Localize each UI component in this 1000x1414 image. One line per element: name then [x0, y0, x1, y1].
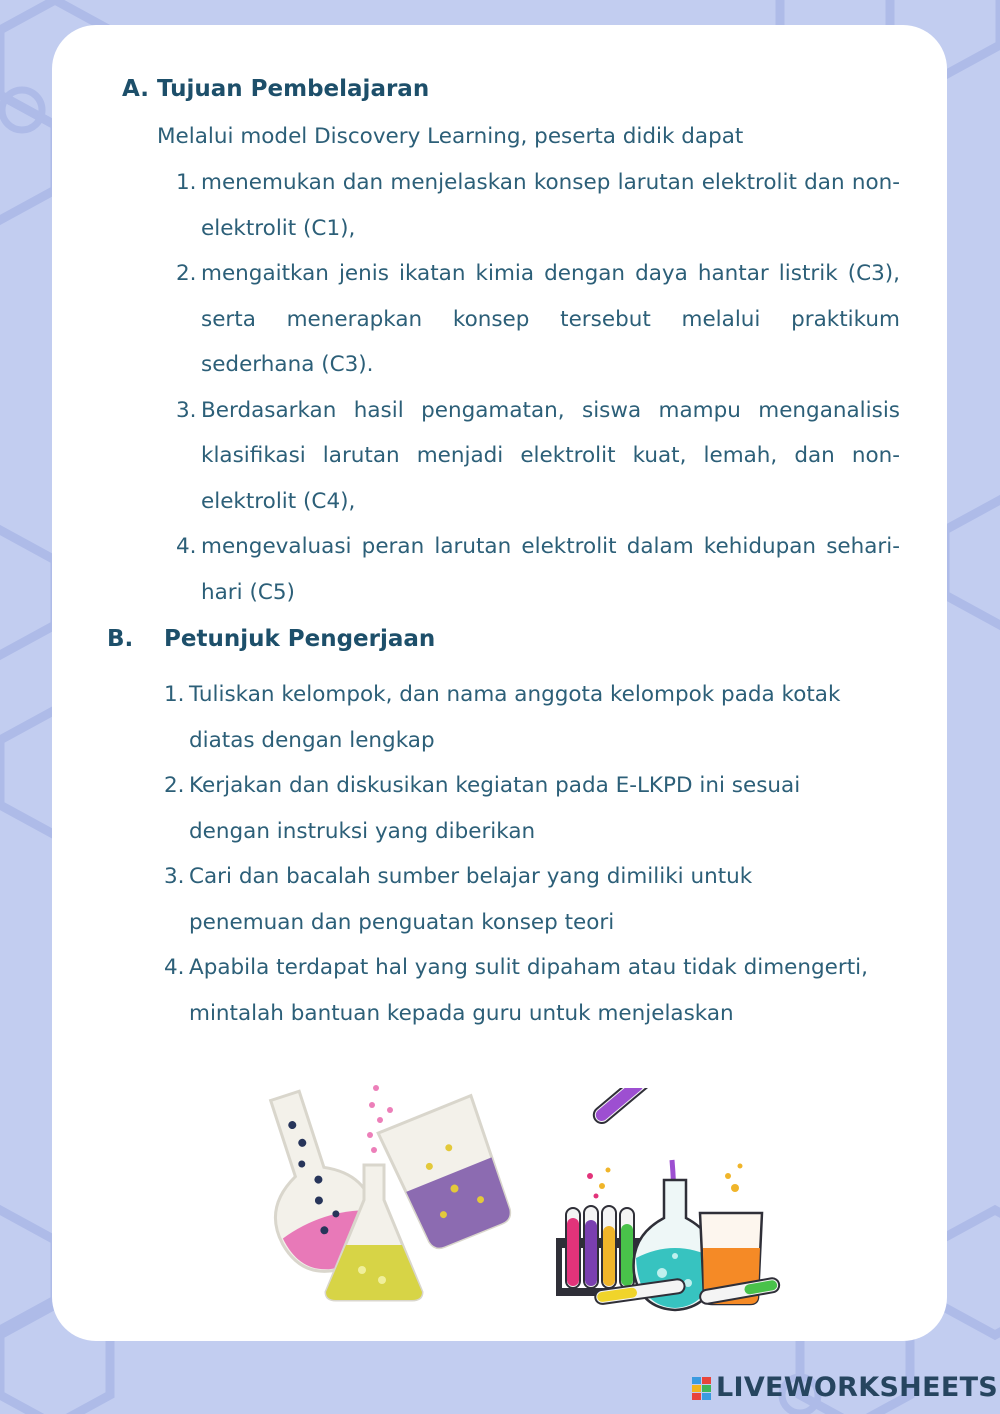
- list-item: 4. Apabila terdapat hal yang sulit dipaham atau tidak dimengerti, mintalah bantuan kepada guru untuk menjelaskan: [164, 955, 868, 1026]
- list-item: 1. Tuliskan kelompok, dan nama anggota kelompok pada kotak diatas dengan lengkap: [164, 682, 841, 753]
- list-item: 4. mengevaluasi peran larutan elektrolit dalam kehidupan sehari-hari (C5): [176, 534, 900, 605]
- list-item: 2. Kerjakan dan diskusikan kegiatan pada E-LKPD ini sesuai dengan instruksi yang diberikan: [164, 773, 801, 844]
- learning-objectives-list: [176, 160, 900, 615]
- list-item: 3. Berdasarkan hasil pengamatan, siswa mampu menganalisis klasifikasi larutan menjadi elektrolit kuat, lemah, dan non-elektrolit (C4),: [176, 397, 900, 514]
- instructions-list: [164, 672, 874, 1036]
- list-item: 2. mengaitkan jenis ikatan kimia dengan daya hantar listrik (C3), serta menerapkan konsep tersebut melalui praktikum sederhana (C3).: [176, 261, 900, 377]
- section-a-heading: A. Tujuan Pembelajaran: [122, 76, 430, 102]
- section-b-heading: Petunjuk Pengerjaan: [164, 626, 436, 652]
- section-a-intro: Melalui model Discovery Learning, peserta didik dapat: [157, 124, 744, 149]
- section-b-letter: B.: [107, 626, 134, 652]
- list-item: 3. Cari dan bacalah sumber belajar yang dimiliki untuk penemuan dan penguatan konsep teori: [164, 864, 753, 935]
- liveworksheets-watermark: LIVEWORKSHEETS: [716, 1372, 999, 1403]
- list-item: 1. menemukan dan menjelaskan konsep larutan elektrolit dan non-elektrolit (C1),: [176, 170, 900, 241]
- lab-flasks-illustration: [262, 1080, 512, 1310]
- lab-test-tubes-illustration: [550, 1088, 790, 1320]
- liveworksheets-logo-icon: [692, 1377, 712, 1401]
